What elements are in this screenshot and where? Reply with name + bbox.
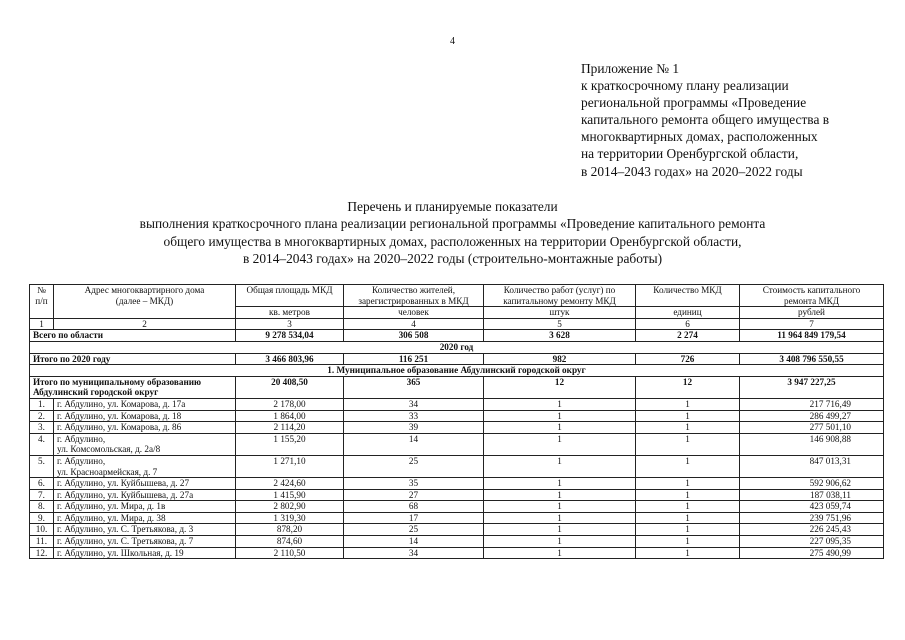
- column-number: 4: [344, 318, 484, 330]
- column-number-row: [30, 318, 884, 330]
- unit-mkd-count: единиц: [636, 307, 740, 319]
- row-cost: 227 095,35: [740, 536, 884, 548]
- table-row: [30, 501, 884, 513]
- row-address: г. Абдулино, ул. Комсомольская, д. 2а/8: [54, 433, 236, 455]
- row-address: г. Абдулино, ул. Куйбышева, д. 27а: [54, 489, 236, 501]
- row-number: 10.: [30, 524, 54, 536]
- appendix-line: к краткосрочному плану реализации: [581, 78, 789, 94]
- total-year-residents: 116 251: [344, 353, 484, 365]
- total-region-mkd: 2 274: [636, 330, 740, 342]
- row-address: г. Абдулино, ул. Красноармейская, д. 7: [54, 455, 236, 477]
- row-address: г. Абдулино, ул. Мира, д. 1в: [54, 501, 236, 513]
- total-municipality-residents: 365: [344, 376, 484, 398]
- row-works: 1: [484, 501, 636, 513]
- header-residents: Количество жителей, зарегистрированных в МКД: [344, 285, 484, 307]
- row-area: 1 415,90: [236, 489, 344, 501]
- appendix-line: многоквартирных домах, расположенных: [581, 129, 818, 145]
- unit-area: кв. метров: [236, 307, 344, 319]
- table-row: [30, 547, 884, 559]
- row-address: г. Абдулино, ул. Комарова, д. 18: [54, 410, 236, 422]
- municipality-section-row: [30, 365, 884, 377]
- table-row: [30, 478, 884, 490]
- heading-line: в 2014–2043 годах» на 2020–2022 годы (строительно-монтажные работы): [242, 250, 663, 266]
- row-works: 1: [484, 422, 636, 434]
- row-area: 2 424,60: [236, 478, 344, 490]
- unit-residents: человек: [344, 307, 484, 319]
- row-cost: 275 490,99: [740, 547, 884, 559]
- row-cost: 146 908,88: [740, 433, 884, 455]
- row-area: 878,20: [236, 524, 344, 536]
- row-works: 1: [484, 512, 636, 524]
- table-row: [30, 455, 884, 477]
- row-area: 2 114,20: [236, 422, 344, 434]
- total-municipality-label: Итого по муниципальному образованию Абдулинский городской округ: [30, 376, 236, 398]
- row-residents: 39: [344, 422, 484, 434]
- total-year-mkd: 726: [636, 353, 740, 365]
- row-works: 1: [484, 410, 636, 422]
- heading-line: выполнения краткосрочного плана реализации региональной программы «Проведение капитального ремонта: [139, 216, 766, 232]
- table-row: [30, 410, 884, 422]
- row-works: 1: [484, 398, 636, 410]
- row-area: 2 110,50: [236, 547, 344, 559]
- row-mkd-count: 1: [636, 489, 740, 501]
- header-works: Количество работ (услуг) по капитальному ремонту МКД: [484, 285, 636, 307]
- row-residents: 25: [344, 524, 484, 536]
- appendix-line: региональной программы «Проведение: [581, 95, 807, 111]
- row-residents: 17: [344, 512, 484, 524]
- appendix-line: в 2014–2043 годах» на 2020–2022 годы: [581, 163, 803, 179]
- table-row: [30, 422, 884, 434]
- row-number: 12.: [30, 547, 54, 559]
- page-number: 4: [450, 36, 455, 47]
- total-year-works: 982: [484, 353, 636, 365]
- column-number: 1: [30, 318, 54, 330]
- row-cost: 187 038,11: [740, 489, 884, 501]
- row-area: 1 155,20: [236, 433, 344, 455]
- total-region-label: Всего по области: [30, 330, 236, 342]
- row-mkd-count: 1: [636, 512, 740, 524]
- row-mkd-count: 1: [636, 536, 740, 548]
- table-row: [30, 536, 884, 548]
- row-works: 1: [484, 433, 636, 455]
- row-number: 4.: [30, 433, 54, 455]
- row-area: 1 319,30: [236, 512, 344, 524]
- row-number: 6.: [30, 478, 54, 490]
- total-municipality-works: 12: [484, 376, 636, 398]
- total-year-label: Итого по 2020 году: [30, 353, 236, 365]
- total-year-row: [30, 353, 884, 365]
- municipality-section-title: 1. Муниципальное образование Абдулинский городской округ: [30, 365, 884, 377]
- row-address: г. Абдулино, ул. Школьная, д. 19: [54, 547, 236, 559]
- header-num: № п/п: [30, 285, 54, 319]
- table-row: [30, 433, 884, 455]
- row-mkd-count: 1: [636, 501, 740, 513]
- unit-cost: рублей: [740, 307, 884, 319]
- row-mkd-count: 1: [636, 478, 740, 490]
- row-works: 1: [484, 478, 636, 490]
- unit-works: штук: [484, 307, 636, 319]
- row-residents: 25: [344, 455, 484, 477]
- total-municipality-cost: 3 947 227,25: [740, 376, 884, 398]
- row-address: г. Абдулино, ул. Куйбышева, д. 27: [54, 478, 236, 490]
- year-section-row: [30, 341, 884, 353]
- appendix-block: [581, 60, 881, 180]
- row-mkd-count: 1: [636, 422, 740, 434]
- row-works: 1: [484, 524, 636, 536]
- table-row: [30, 398, 884, 410]
- row-residents: 34: [344, 398, 484, 410]
- row-cost: 277 501,10: [740, 422, 884, 434]
- total-region-residents: 306 508: [344, 330, 484, 342]
- row-cost: 239 751,96: [740, 512, 884, 524]
- appendix-line: капитального ремонта общего имущества в: [581, 112, 830, 128]
- repair-plan-table: [29, 284, 884, 559]
- column-number: 2: [54, 318, 236, 330]
- total-municipality-area: 20 408,50: [236, 376, 344, 398]
- column-number: 3: [236, 318, 344, 330]
- row-number: 3.: [30, 422, 54, 434]
- total-municipality-row: [30, 376, 884, 398]
- row-works: 1: [484, 455, 636, 477]
- row-area: 874,60: [236, 536, 344, 548]
- row-number: 9.: [30, 512, 54, 524]
- year-section-title: 2020 год: [30, 341, 884, 353]
- column-number: 6: [636, 318, 740, 330]
- row-residents: 34: [344, 547, 484, 559]
- total-region-row: [30, 330, 884, 342]
- row-cost: 847 013,31: [740, 455, 884, 477]
- total-region-cost: 11 964 849 179,54: [740, 330, 884, 342]
- row-cost: 217 716,49: [740, 398, 884, 410]
- row-number: 8.: [30, 501, 54, 513]
- row-mkd-count: 1: [636, 524, 740, 536]
- row-number: 5.: [30, 455, 54, 477]
- row-cost: 423 059,74: [740, 501, 884, 513]
- row-number: 11.: [30, 536, 54, 548]
- table-row: [30, 489, 884, 501]
- row-area: 1 864,00: [236, 410, 344, 422]
- row-works: 1: [484, 547, 636, 559]
- row-mkd-count: 1: [636, 547, 740, 559]
- heading-line: Перечень и планируемые показатели: [347, 199, 558, 214]
- row-residents: 68: [344, 501, 484, 513]
- row-residents: 35: [344, 478, 484, 490]
- heading-line: общего имущества в многоквартирных домах, расположенных на территории Оренбургской области,: [163, 233, 742, 249]
- row-number: 1.: [30, 398, 54, 410]
- row-residents: 14: [344, 433, 484, 455]
- total-year-cost: 3 408 796 550,55: [740, 353, 884, 365]
- row-residents: 33: [344, 410, 484, 422]
- row-number: 2.: [30, 410, 54, 422]
- total-region-area: 9 278 534,04: [236, 330, 344, 342]
- row-residents: 14: [344, 536, 484, 548]
- row-address: г. Абдулино, ул. Мира, д. 38: [54, 512, 236, 524]
- total-municipality-mkd: 12: [636, 376, 740, 398]
- row-address: г. Абдулино, ул. Комарова, д. 17а: [54, 398, 236, 410]
- appendix-line: Приложение № 1: [581, 61, 680, 76]
- row-works: 1: [484, 536, 636, 548]
- total-region-works: 3 628: [484, 330, 636, 342]
- table-row: [30, 524, 884, 536]
- row-mkd-count: 1: [636, 433, 740, 455]
- row-mkd-count: 1: [636, 398, 740, 410]
- column-number: 5: [484, 318, 636, 330]
- header-area: Общая площадь МКД: [236, 285, 344, 307]
- table-row: [30, 512, 884, 524]
- row-address: г. Абдулино, ул. Комарова, д. 86: [54, 422, 236, 434]
- row-number: 7.: [30, 489, 54, 501]
- column-number: 7: [740, 318, 884, 330]
- table-header-row: [30, 285, 884, 307]
- total-year-area: 3 466 803,96: [236, 353, 344, 365]
- header-mkd-count: Количество МКД: [636, 285, 740, 307]
- row-mkd-count: 1: [636, 410, 740, 422]
- row-cost: 286 499,27: [740, 410, 884, 422]
- row-residents: 27: [344, 489, 484, 501]
- row-area: 1 271,10: [236, 455, 344, 477]
- row-cost: 226 245,43: [740, 524, 884, 536]
- row-mkd-count: 1: [636, 455, 740, 477]
- document-heading: [0, 198, 905, 267]
- row-works: 1: [484, 489, 636, 501]
- row-address: г. Абдулино, ул. С. Третьякова, д. 3: [54, 524, 236, 536]
- row-address: г. Абдулино, ул. С. Третьякова, д. 7: [54, 536, 236, 548]
- row-cost: 592 906,62: [740, 478, 884, 490]
- header-cost: Стоимость капитального ремонта МКД: [740, 285, 884, 307]
- header-address: Адрес многоквартирного дома (далее – МКД): [54, 285, 236, 319]
- appendix-line: на территории Оренбургской области,: [581, 146, 799, 162]
- row-area: 2 802,90: [236, 501, 344, 513]
- row-area: 2 178,00: [236, 398, 344, 410]
